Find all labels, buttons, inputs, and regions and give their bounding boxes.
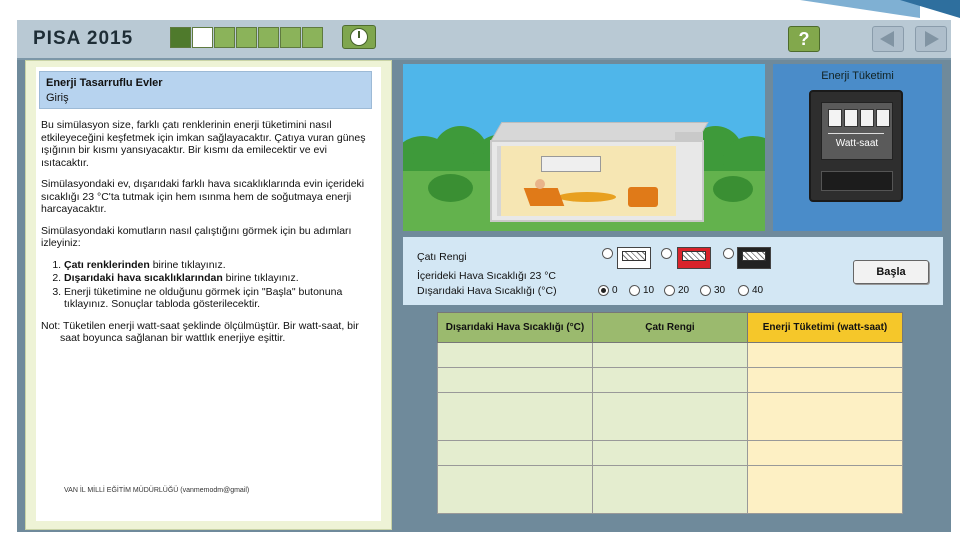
footer-credit: VAN İL MİLLİ EĞİTİM MÜDÜRLÜĞÜ (vanmemodm@gmail) [64, 487, 250, 494]
progress-step [192, 27, 213, 48]
roof-swatch-white[interactable] [617, 247, 651, 269]
table-row [438, 343, 903, 368]
temp-option-label: 10 [643, 285, 655, 296]
bush [713, 176, 753, 202]
roof-swatch-black[interactable] [737, 247, 771, 269]
air-conditioner [541, 156, 601, 172]
temp-radio-20[interactable] [664, 285, 675, 296]
instruction-step: 3. Enerji tüketimine ne olduğunu görmek için "Başla" butonuna tıklayınız. Sonuçlar tabloda gösterilecektir. [64, 286, 376, 311]
lounge-chair [524, 188, 565, 206]
progress-step [170, 27, 191, 48]
table-cell [748, 368, 903, 393]
person [535, 179, 545, 189]
meter-digit [860, 109, 874, 127]
table-cell [438, 343, 593, 368]
simulation-controls [403, 237, 943, 305]
roof-color-label: Çatı Rengi [417, 251, 467, 263]
temp-option-label: 40 [752, 285, 764, 296]
temp-option-label: 0 [612, 285, 618, 296]
roof-radio-black[interactable] [723, 248, 734, 259]
progress-step [214, 27, 235, 48]
intro-text [41, 119, 376, 354]
table-cell [593, 368, 748, 393]
header-outdoor-temperature: Dışarıdaki Hava Sıcaklığı (°C) [438, 313, 593, 343]
rug [558, 192, 616, 202]
table-cell [438, 393, 593, 441]
table-row [438, 368, 903, 393]
meter-digits [828, 109, 892, 127]
results-table [437, 312, 903, 514]
bush [428, 174, 473, 202]
instruction-step: 1. Çatı renklerinden birine tıklayınız. [64, 259, 376, 272]
meter-digit [844, 109, 858, 127]
progress-indicator [170, 27, 324, 48]
intro-panel [25, 60, 392, 530]
energy-meter [809, 90, 903, 202]
meter-face [821, 102, 893, 160]
header-roof-color: Çatı Rengi [593, 313, 748, 343]
table-row [438, 466, 903, 514]
meter-divider [828, 133, 884, 134]
table-cell [438, 466, 593, 514]
progress-step [236, 27, 257, 48]
temp-option-label: 20 [678, 285, 690, 296]
meter-slot [821, 171, 893, 191]
table-cell [593, 441, 748, 466]
slide-decoration-dark [900, 0, 960, 18]
roof-radio-red[interactable] [661, 248, 672, 259]
instruction-steps [41, 259, 376, 311]
intro-subtitle: Giriş [46, 92, 69, 104]
start-button[interactable]: Başla [853, 260, 929, 284]
table-cell [438, 368, 593, 393]
temp-radio-30[interactable] [700, 285, 711, 296]
table-cell [748, 393, 903, 441]
timer-button[interactable] [342, 25, 376, 49]
progress-step [302, 27, 323, 48]
roof-radio-white[interactable] [602, 248, 613, 259]
instruction-step: 2. Dışarıdaki hava sıcaklıklarından birine tıklayınız. [64, 272, 376, 285]
energy-panel [773, 64, 942, 231]
outdoor-temperature-label: Dışarıdaki Hava Sıcaklığı (°C) [417, 285, 557, 297]
table-cell [748, 441, 903, 466]
clock-icon [350, 28, 368, 46]
meter-unit: Watt-saat [835, 138, 879, 149]
intro-paragraph: Simülasyondaki ev, dışarıdaki farklı hava sıcaklıklarında evin içerideki sıcaklığı 23 °C'ta tutmak için hem ısınma hem de soğutmaya enerji harcayacaktır. [41, 178, 365, 215]
indoor-temperature-label: İçerideki Hava Sıcaklığı 23 °C [417, 270, 557, 282]
meter-digit [828, 109, 842, 127]
help-button[interactable]: ? [788, 26, 820, 52]
house-simulation-scene [403, 64, 765, 231]
roof-swatch-red[interactable] [677, 247, 711, 269]
table-cell [593, 393, 748, 441]
temp-radio-0[interactable] [598, 285, 609, 296]
intro-paragraph: Bu simülasyon size, farklı çatı renklerinin enerji tüketimini nasıl etkileyeceğini keşfetmek için imkan sağlayacaktır. Çatıya vuran güneş ışığının bir kısmı yansıyacaktır. Bir kısmı da emilecektir ve evi ısıtacaktır. [41, 119, 366, 169]
sofa [628, 187, 658, 207]
intro-note: Not: Tüketilen enerji watt-saat şeklinde ölçülmüştür. Bir watt-saat, bir saat boyunca sağlanan bir wattlık enerjiye eşittir. [41, 319, 359, 344]
intro-paragraph: Simülasyondaki komutların nasıl çalıştığını görmek için bu adımları izleyiniz: [41, 224, 352, 249]
next-button[interactable] [915, 26, 947, 52]
app-title: PISA 2015 [33, 28, 134, 49]
table-header-row [438, 313, 903, 343]
energy-title: Enerji Tüketimi [821, 70, 894, 82]
table-cell [748, 466, 903, 514]
intro-header [39, 71, 372, 109]
table-row [438, 393, 903, 441]
temp-option-label: 30 [714, 285, 726, 296]
intro-content[interactable] [36, 67, 381, 521]
meter-digit [876, 109, 890, 127]
table-cell [438, 441, 593, 466]
temp-radio-40[interactable] [738, 285, 749, 296]
intro-title: Enerji Tasarruflu Evler [46, 77, 163, 89]
progress-step [280, 27, 301, 48]
header-energy-consumption: Enerji Tüketimi (watt-saat) [748, 313, 903, 343]
table-row [438, 441, 903, 466]
table-cell [593, 466, 748, 514]
temp-radio-10[interactable] [629, 285, 640, 296]
previous-button[interactable] [872, 26, 904, 52]
top-toolbar [17, 20, 951, 60]
table-cell [748, 343, 903, 368]
progress-step [258, 27, 279, 48]
table-cell [593, 343, 748, 368]
